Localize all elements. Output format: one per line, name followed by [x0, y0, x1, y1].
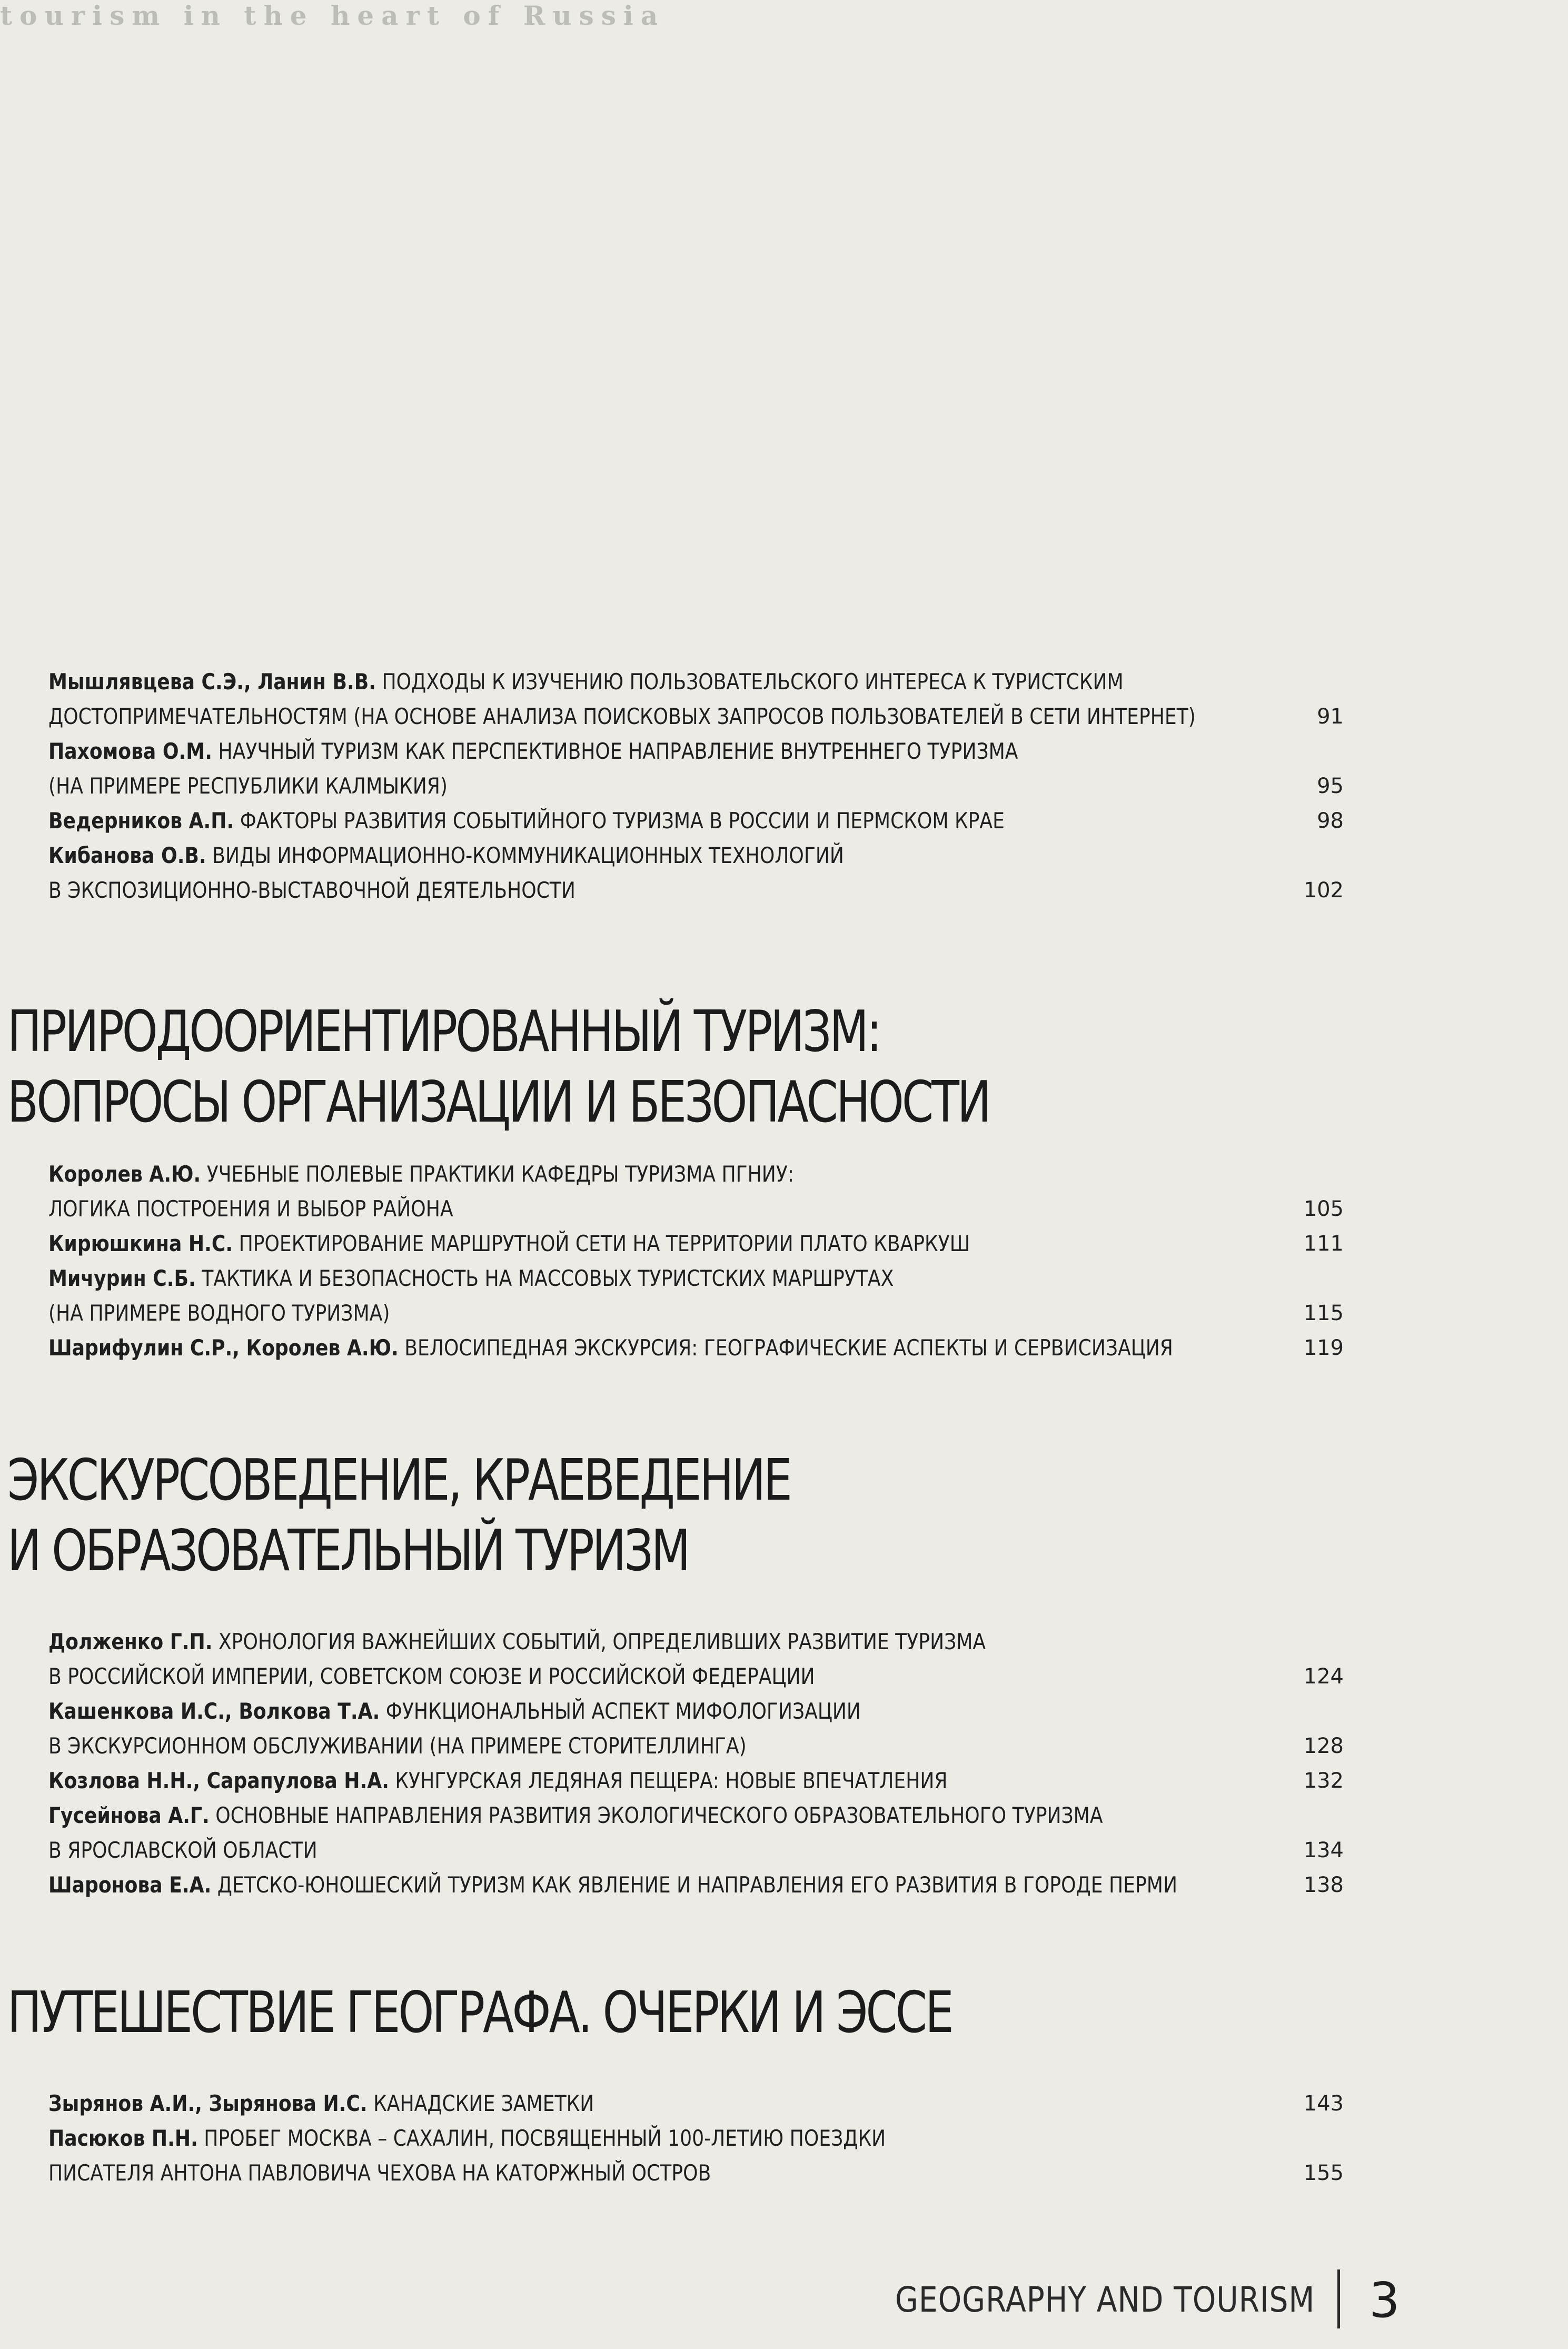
entry-title: ОСНОВНЫЕ НАПРАВЛЕНИЯ РАЗВИТИЯ ЭКОЛОГИЧЕСКОГО ОБРАЗОВАТЕЛЬНОГО ТУРИЗМА	[215, 1802, 1103, 1828]
entry-title: ПРОЕКТИРОВАНИЕ МАРШРУТНОЙ СЕТИ НА ТЕРРИТОРИИ ПЛАТО КВАРКУШ	[239, 1231, 970, 1256]
entry-page-number: 128	[1303, 1734, 1344, 1758]
entry-title: ЛОГИКА ПОСТРОЕНИЯ И ВЫБОР РАЙОНА	[48, 1196, 453, 1222]
entry-author: Козлова Н.Н., Сарапулова Н.А.	[48, 1768, 389, 1793]
entry-author: Королев А.Ю.	[48, 1161, 201, 1187]
toc-entry[interactable]	[48, 1226, 1344, 1261]
entry-page-number: 105	[1303, 1197, 1344, 1221]
toc-entry[interactable]	[48, 1798, 1344, 1868]
toc-entry[interactable]	[48, 1261, 1344, 1331]
entry-author: Пасюков П.Н.	[48, 2125, 198, 2151]
entry-title: ВЕЛОСИПЕДНАЯ ЭКСКУРСИЯ: ГЕОГРАФИЧЕСКИЕ АСПЕКТЫ И СЕРВИСИЗАЦИЯ	[404, 1335, 1173, 1361]
entry-title: ФАКТОРЫ РАЗВИТИЯ СОБЫТИЙНОГО ТУРИЗМА В РОССИИ И ПЕРМСКОМ КРАЕ	[240, 808, 1005, 834]
entry-author: Зырянов А.И., Зырянова И.С.	[48, 2090, 368, 2116]
running-head: tourism in the heart of Russia	[0, 0, 666, 31]
toc-list-section-1	[48, 1157, 1344, 1365]
toc-entry[interactable]	[48, 1868, 1344, 1902]
entry-author: Долженко Г.П.	[48, 1629, 213, 1654]
toc-entry[interactable]	[48, 1624, 1344, 1694]
entry-title: ХРОНОЛОГИЯ ВАЖНЕЙШИХ СОБЫТИЙ, ОПРЕДЕЛИВШИХ РАЗВИТИЕ ТУРИЗМА	[218, 1629, 986, 1654]
entry-page-number: 119	[1303, 1336, 1344, 1360]
section-title	[7, 1978, 1018, 2048]
entry-author: Кашенкова И.С., Волкова Т.А.	[48, 1698, 380, 1724]
page-number: 3	[1369, 2272, 1400, 2328]
toc-list-section-0	[48, 665, 1344, 908]
entry-author: Шаронова Е.А.	[48, 1872, 212, 1898]
toc-entry[interactable]	[48, 1763, 1344, 1798]
entry-title: В ЭКСПОЗИЦИОННО-ВЫСТАВОЧНОЙ ДЕЯТЕЛЬНОСТИ	[48, 877, 575, 903]
entry-title: ФУНКЦИОНАЛЬНЫЙ АСПЕКТ МИФОЛОГИЗАЦИИ	[385, 1698, 861, 1724]
toc-entry[interactable]	[48, 734, 1344, 804]
footer-divider	[1337, 2269, 1340, 2328]
entry-title: ПОДХОДЫ К ИЗУЧЕНИЮ ПОЛЬЗОВАТЕЛЬСКОГО ИНТЕРЕСА К ТУРИСТСКИМ	[382, 669, 1124, 695]
entry-page-number: 134	[1303, 1838, 1344, 1862]
toc-list-section-3	[48, 2086, 1344, 2191]
section-title-line: ВОПРОСЫ ОРГАНИЗАЦИИ И БЕЗОПАСНОСТИ	[7, 1069, 989, 1135]
entry-page-number: 95	[1317, 774, 1344, 798]
entry-page-number: 124	[1303, 1664, 1344, 1689]
toc-entry[interactable]	[48, 2086, 1344, 2121]
entry-title: ПРОБЕГ МОСКВА – САХАЛИН, ПОСВЯЩЕННЫЙ 100-ЛЕТИЮ ПОЕЗДКИ	[204, 2125, 886, 2151]
entry-title: КАНАДСКИЕ ЗАМЕТКИ	[373, 2090, 594, 2116]
toc-entry[interactable]	[48, 1331, 1344, 1365]
section-title-line: ПРИРОДООРИЕНТИРОВАННЫЙ ТУРИЗМ:	[7, 999, 880, 1065]
entry-page-number: 155	[1303, 2161, 1344, 2185]
entry-title: ТАКТИКА И БЕЗОПАСНОСТЬ НА МАССОВЫХ ТУРИСТСКИХ МАРШРУТАХ	[202, 1265, 894, 1291]
entry-title: УЧЕБНЫЕ ПОЛЕВЫЕ ПРАКТИКИ КАФЕДРЫ ТУРИЗМА ПГНИУ:	[206, 1161, 795, 1187]
entry-page-number: 98	[1317, 809, 1344, 833]
toc-list-section-2	[48, 1624, 1344, 1902]
toc-entry[interactable]	[48, 1694, 1344, 1763]
entry-title: В РОССИЙСКОЙ ИМПЕРИИ, СОВЕТСКОМ СОЮЗЕ И РОССИЙСКОЙ ФЕДЕРАЦИИ	[48, 1663, 815, 1689]
entry-author: Шарифулин С.Р., Королев А.Ю.	[48, 1335, 399, 1361]
page-footer	[895, 2264, 1568, 2338]
section-title	[7, 997, 1018, 1138]
toc-entry[interactable]	[48, 665, 1344, 734]
entry-title: (НА ПРИМЕРЕ РЕСПУБЛИКИ КАЛМЫКИЯ)	[48, 773, 448, 799]
entry-page-number: 91	[1317, 705, 1344, 729]
entry-title: В ЯРОСЛАВСКОЙ ОБЛАСТИ	[48, 1837, 317, 1863]
entry-title: ВИДЫ ИНФОРМАЦИОННО-КОММУНИКАЦИОННЫХ ТЕХНОЛОГИЙ	[212, 843, 844, 868]
section-title-line: И ОБРАЗОВАТЕЛЬНЫЙ ТУРИЗМ	[7, 1518, 689, 1584]
entry-author: Мышлявцева С.Э., Ланин В.В.	[48, 669, 376, 695]
entry-author: Пахомова О.М.	[48, 738, 212, 764]
entry-page-number: 115	[1303, 1301, 1344, 1325]
section-title-line: ЭКСКУРСОВЕДЕНИЕ, КРАЕВЕДЕНИЕ	[7, 1448, 790, 1513]
entry-title: ПИСАТЕЛЯ АНТОНА ПАВЛОВИЧА ЧЕХОВА НА КАТОРЖНЫЙ ОСТРОВ	[48, 2160, 711, 2186]
entry-author: Кибанова О.В.	[48, 843, 206, 868]
section-title-line: ПУТЕШЕСТВИЕ ГЕОГРАФА. ОЧЕРКИ И ЭССЕ	[7, 1980, 952, 2046]
entry-author: Гусейнова А.Г.	[48, 1802, 210, 1828]
entry-page-number: 138	[1303, 1873, 1344, 1897]
entry-title: В ЭКСКУРСИОННОМ ОБСЛУЖИВАНИИ (НА ПРИМЕРЕ СТОРИТЕЛЛИНГА)	[48, 1733, 747, 1759]
entry-page-number: 102	[1303, 878, 1344, 903]
journal-name: GEOGRAPHY AND TOURISM	[895, 2279, 1315, 2320]
entry-author: Ведерников А.П.	[48, 808, 234, 834]
toc-entry[interactable]	[48, 2121, 1344, 2191]
entry-author: Мичурин С.Б.	[48, 1265, 196, 1291]
entry-page-number: 143	[1303, 2092, 1344, 2116]
entry-page-number: 132	[1303, 1769, 1344, 1793]
toc-entry[interactable]	[48, 838, 1344, 908]
entry-page-number: 111	[1303, 1232, 1344, 1256]
toc-entry[interactable]	[48, 804, 1344, 838]
section-title	[7, 1445, 1018, 1587]
entry-title: (НА ПРИМЕРЕ ВОДНОГО ТУРИЗМА)	[48, 1300, 390, 1326]
toc-entry[interactable]	[48, 1157, 1344, 1226]
entry-title: ДОСТОПРИМЕЧАТЕЛЬНОСТЯМ (НА ОСНОВЕ АНАЛИЗА ПОИСКОВЫХ ЗАПРОСОВ ПОЛЬЗОВАТЕЛЕЙ В СЕТИ ИНТЕРНЕТ)	[48, 703, 1196, 729]
entry-title: ДЕТСКО-ЮНОШЕСКИЙ ТУРИЗМ КАК ЯВЛЕНИЕ И НАПРАВЛЕНИЯ ЕГО РАЗВИТИЯ В ГОРОДЕ ПЕРМИ	[217, 1872, 1177, 1898]
entry-title: КУНГУРСКАЯ ЛЕДЯНАЯ ПЕЩЕРА: НОВЫЕ ВПЕЧАТЛЕНИЯ	[395, 1768, 948, 1793]
entry-author: Кирюшкина Н.С.	[48, 1231, 233, 1256]
entry-title: НАУЧНЫЙ ТУРИЗМ КАК ПЕРСПЕКТИВНОЕ НАПРАВЛЕНИЕ ВНУТРЕННЕГО ТУРИЗМА	[218, 738, 1018, 764]
